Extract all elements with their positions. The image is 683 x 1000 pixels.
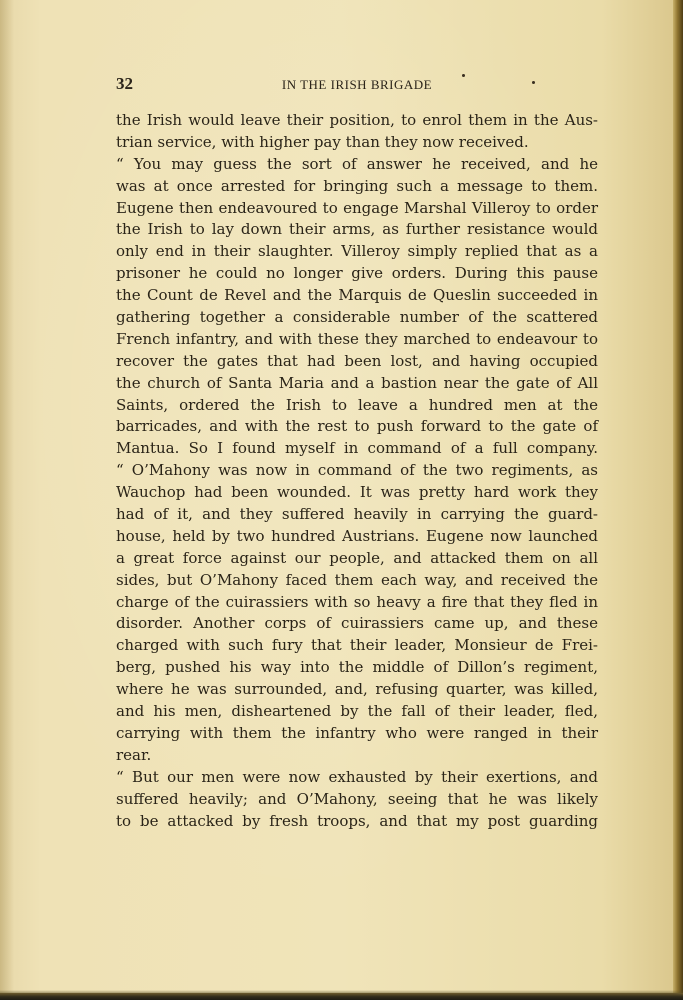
text-line: charged with such fury that their leader, Monsieur de Frei- xyxy=(116,636,598,655)
text-line: carrying with them the infantry who were ranged in their xyxy=(116,723,598,742)
text-line: Eugene then endeavoured to engage Marshal Villeroy to order xyxy=(116,198,598,217)
text-line: the Irish would leave their position, to enrol them in the Aus- xyxy=(116,111,598,129)
text-line: “ You may guess the sort of answer he received, and he xyxy=(116,154,598,173)
text-line: prisoner he could no longer give orders. During this pause xyxy=(116,264,598,283)
text-line: sides, but O’Mahony faced them each way, and received the xyxy=(116,570,598,589)
body-text xyxy=(116,110,598,832)
text-line: the church of Santa Maria and a bastion near the gate of All xyxy=(116,373,598,392)
page-right-edge xyxy=(673,0,683,1000)
text-line: house, held by two hundred Austrians. Eugene now launched xyxy=(116,526,598,545)
ink-speck xyxy=(462,74,465,77)
page-number: 32 xyxy=(116,74,133,93)
ink-speck xyxy=(532,81,535,84)
text-line: recover the gates that had been lost, and having occupied xyxy=(116,351,598,370)
text-line: disorder. Another corps of cuirassiers came up, and these xyxy=(116,614,598,633)
text-line: rear. xyxy=(116,745,152,764)
text-line: charge of the cuirassiers with so heavy a fire that they fled in xyxy=(116,592,598,611)
text-line: had of it, and they suffered heavily in carrying the guard- xyxy=(116,505,598,524)
text-line: the Count de Revel and the Marquis de Queslin succeeded in xyxy=(116,286,598,305)
running-head: IN THE IRISH BRIGADE xyxy=(281,77,433,92)
text-line: suffered heavily; and O’Mahony, seeing that he was likely xyxy=(116,789,598,808)
page-header xyxy=(116,72,598,96)
text-line: Wauchop had been wounded. It was pretty hard work they xyxy=(116,483,598,502)
text-line: “ O’Mahony was now in command of the two regiments, as xyxy=(116,461,598,480)
text-line: where he was surrounded, and, refusing quarter, was killed, xyxy=(116,680,598,699)
page-bottom-edge xyxy=(0,993,683,1000)
text-line: gathering together a considerable number of the scattered xyxy=(116,308,598,327)
text-line: to be attacked by fresh troops, and that my post guarding xyxy=(116,811,598,830)
text-line: “ But our men were now exhausted by their exertions, and xyxy=(116,767,598,786)
text-line: trian service, with higher pay than they now received. xyxy=(116,132,529,151)
text-line: was at once arrested for bringing such a message to them. xyxy=(116,176,598,195)
text-line: Mantua. So I found myself in command of a full company. xyxy=(116,439,598,458)
text-line: a great force against our people, and attacked them on all xyxy=(116,548,598,567)
text-line: the Irish to lay down their arms, as further resistance would xyxy=(116,220,598,239)
text-line: French infantry, and with these they marched to endeavour to xyxy=(116,329,598,348)
text-line: only end in their slaughter. Villeroy simply replied that as a xyxy=(116,242,598,261)
text-line: Saints, ordered the Irish to leave a hundred men at the xyxy=(116,395,598,414)
text-line: and his men, disheartened by the fall of their leader, fled, xyxy=(116,702,598,721)
text-line: berg, pushed his way into the middle of Dillon’s regiment, xyxy=(116,658,598,677)
text-line: barricades, and with the rest to push forward to the gate of xyxy=(116,417,598,436)
